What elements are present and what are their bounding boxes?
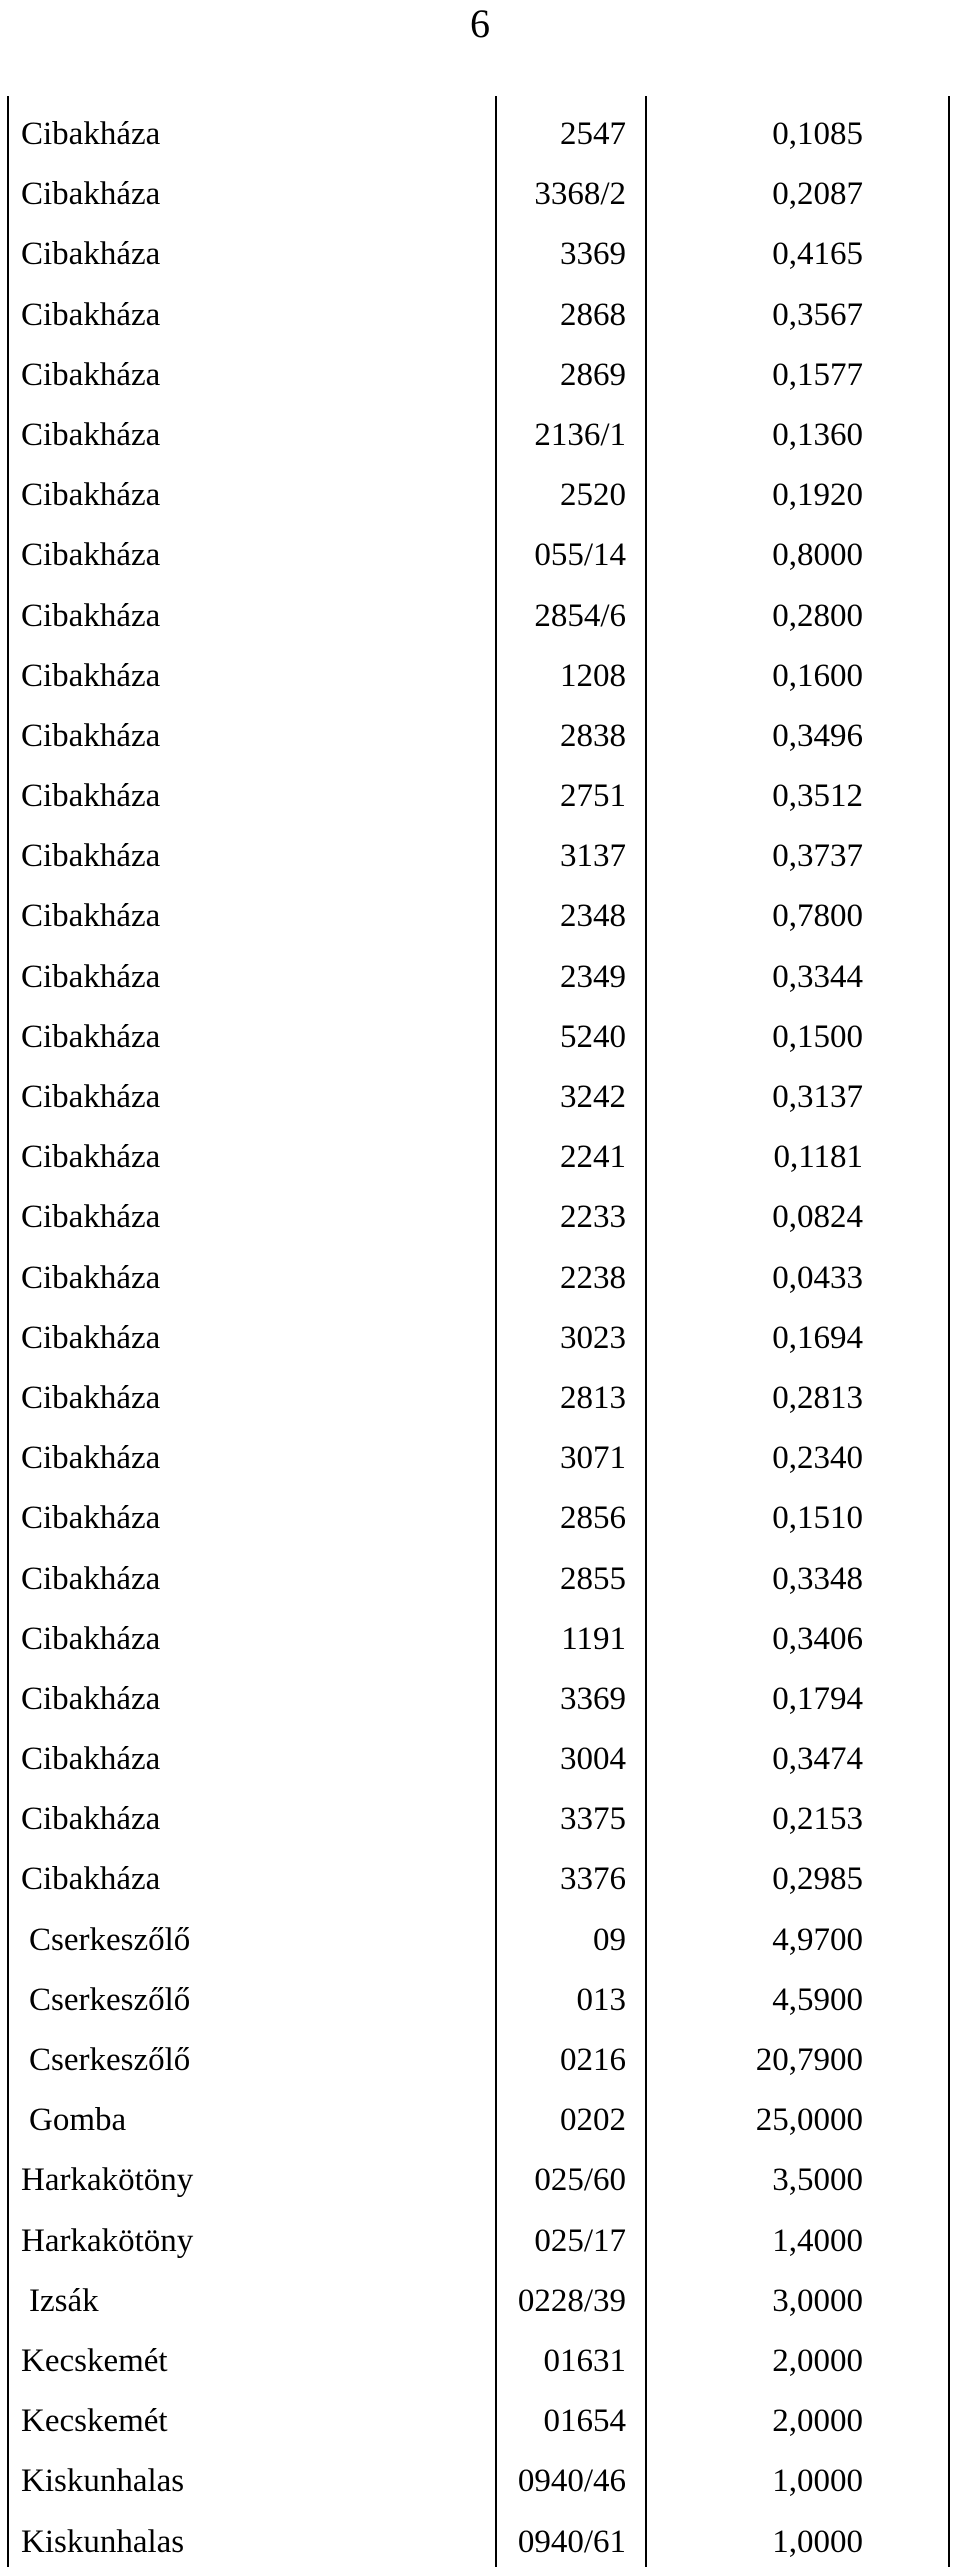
table-row: [9, 1669, 948, 1729]
cell-place: Kiskunhalas: [21, 2523, 185, 2560]
table-row: [9, 2391, 948, 2451]
cell-area: 0,2153: [772, 1801, 863, 1838]
cell-area: 0,1510: [772, 1500, 863, 1537]
table-row: [9, 1187, 948, 1247]
table-row: [9, 2211, 948, 2271]
cell-area: 0,2813: [772, 1379, 863, 1416]
table-row: [9, 1609, 948, 1669]
cell-place: Cibakháza: [21, 116, 161, 152]
cell-area: 1,4000: [772, 2222, 863, 2259]
cell-lot-number: 1208: [560, 657, 626, 694]
cell-area: 0,0824: [772, 1199, 863, 1236]
cell-area: 0,3344: [772, 958, 863, 995]
cell-place: Cibakháza: [21, 1680, 161, 1717]
cell-place: Cibakháza: [21, 1500, 161, 1537]
cell-lot-number: 2233: [560, 1199, 626, 1236]
cell-area: 0,3406: [772, 1620, 863, 1657]
cell-area: 0,2087: [772, 176, 863, 213]
cell-area: 0,3496: [772, 717, 863, 754]
cell-lot-number: 2547: [560, 116, 626, 152]
cell-area: 20,7900: [755, 2042, 863, 2078]
cell-lot-number: 2855: [560, 1560, 626, 1597]
cell-lot-number: 2136/1: [534, 416, 626, 453]
table-body: [9, 104, 948, 2572]
table-row: [9, 285, 948, 345]
cell-area: 0,3512: [772, 778, 863, 815]
cell-place: Cibakháza: [21, 778, 161, 815]
table-row: [9, 104, 948, 164]
cell-lot-number: 3004: [560, 1741, 626, 1778]
cell-area: 0,2985: [772, 1861, 863, 1898]
cell-lot-number: 2854/6: [534, 597, 626, 634]
cell-lot-number: 3023: [560, 1319, 626, 1356]
cell-lot-number: 3071: [560, 1440, 626, 1477]
cell-area: 0,3567: [772, 296, 863, 333]
cell-lot-number: 0940/61: [517, 2523, 626, 2560]
cell-area: 3,5000: [772, 2162, 863, 2199]
cell-area: 0,7800: [772, 898, 863, 935]
cell-place: Cibakháza: [21, 597, 161, 634]
cell-place: Cibakháza: [21, 537, 161, 574]
table-row: [9, 706, 948, 766]
cell-place: Harkakötöny: [21, 2222, 194, 2259]
cell-area: 4,5900: [772, 1981, 863, 2018]
cell-area: 2,0000: [772, 2342, 863, 2379]
cell-lot-number: 2238: [560, 1259, 626, 1296]
cell-area: 1,0000: [772, 2523, 863, 2560]
table-row: [9, 947, 948, 1007]
cell-lot-number: 2751: [560, 778, 626, 815]
table-row: [9, 586, 948, 646]
cell-place: Cserkeszőlő: [29, 1921, 191, 1958]
table-row: [9, 525, 948, 585]
cell-place: Gomba: [29, 2102, 127, 2139]
cell-place: Harkakötöny: [21, 2162, 194, 2199]
cell-place: Cibakháza: [21, 1560, 161, 1597]
cell-area: 0,1600: [772, 657, 863, 694]
cell-area: 0,1360: [772, 416, 863, 453]
cell-area: 3,0000: [772, 2282, 863, 2319]
cell-lot-number: 0216: [560, 2042, 626, 2078]
table-row: [9, 1007, 948, 1067]
cell-lot-number: 0940/46: [517, 2463, 626, 2500]
cell-lot-number: 025/60: [534, 2162, 626, 2199]
parcel-table: [7, 96, 950, 2567]
cell-area: 0,1085: [772, 116, 863, 152]
table-row: [9, 164, 948, 224]
table-row: [9, 2090, 948, 2150]
cell-place: Izsák: [29, 2282, 99, 2319]
table-row: [9, 465, 948, 525]
cell-place: Kiskunhalas: [21, 2463, 185, 2500]
table-row: [9, 2150, 948, 2210]
cell-area: 0,1577: [772, 356, 863, 393]
cell-place: Kecskemét: [21, 2342, 168, 2379]
cell-place: Cibakháza: [21, 898, 161, 935]
cell-lot-number: 2241: [560, 1139, 626, 1176]
cell-lot-number: 2520: [560, 477, 626, 514]
cell-lot-number: 01631: [543, 2342, 626, 2379]
table-row: [9, 826, 948, 886]
cell-place: Cibakháza: [21, 1319, 161, 1356]
cell-place: Cibakháza: [21, 477, 161, 514]
table-row: [9, 1488, 948, 1548]
table-row: [9, 224, 948, 284]
table-row: [9, 2030, 948, 2090]
table-row: [9, 766, 948, 826]
table-row: [9, 1428, 948, 1488]
cell-area: 0,1920: [772, 477, 863, 514]
cell-lot-number: 013: [576, 1981, 626, 2018]
cell-place: Cibakháza: [21, 176, 161, 213]
cell-area: 0,1500: [772, 1018, 863, 1055]
cell-lot-number: 5240: [560, 1018, 626, 1055]
cell-area: 25,0000: [755, 2102, 863, 2139]
cell-lot-number: 2813: [560, 1379, 626, 1416]
table-row: [9, 1308, 948, 1368]
cell-place: Cibakháza: [21, 1018, 161, 1055]
cell-lot-number: 2348: [560, 898, 626, 935]
cell-lot-number: 2838: [560, 717, 626, 754]
table-row: [9, 345, 948, 405]
table-row: [9, 1849, 948, 1909]
cell-area: 0,3348: [772, 1560, 863, 1597]
table-row: [9, 1368, 948, 1428]
cell-lot-number: 3137: [560, 838, 626, 875]
table-row: [9, 2331, 948, 2391]
cell-area: 1,0000: [772, 2463, 863, 2500]
cell-place: Cibakháza: [21, 1620, 161, 1657]
table-row: [9, 1248, 948, 1308]
table-row: [9, 405, 948, 465]
table-row: [9, 1910, 948, 1970]
cell-place: Cibakháza: [21, 236, 161, 273]
table-row: [9, 1789, 948, 1849]
cell-area: 0,1794: [772, 1680, 863, 1717]
cell-place: Cibakháza: [21, 1379, 161, 1416]
cell-lot-number: 3368/2: [534, 176, 626, 213]
table-row: [9, 1549, 948, 1609]
cell-lot-number: 2869: [560, 356, 626, 393]
cell-area: 0,2800: [772, 597, 863, 634]
cell-lot-number: 1191: [561, 1620, 626, 1657]
table-row: [9, 1127, 948, 1187]
cell-lot-number: 3369: [560, 1680, 626, 1717]
cell-place: Cibakháza: [21, 416, 161, 453]
cell-lot-number: 3369: [560, 236, 626, 273]
cell-lot-number: 2349: [560, 958, 626, 995]
cell-lot-number: 3376: [560, 1861, 626, 1898]
cell-area: 0,3137: [772, 1079, 863, 1115]
table-row: [9, 1067, 948, 1127]
cell-lot-number: 2868: [560, 296, 626, 333]
table-row: [9, 1729, 948, 1789]
table-row: [9, 886, 948, 946]
cell-place: Cibakháza: [21, 717, 161, 754]
cell-lot-number: 0202: [560, 2102, 626, 2139]
table-row: [9, 646, 948, 706]
cell-place: Cibakháza: [21, 1259, 161, 1296]
cell-lot-number: 055/14: [534, 537, 626, 574]
cell-area: 0,2340: [772, 1440, 863, 1477]
cell-area: 0,8000: [772, 537, 863, 574]
cell-place: Cserkeszőlő: [29, 1981, 191, 2018]
cell-lot-number: 2856: [560, 1500, 626, 1537]
cell-place: Cibakháza: [21, 657, 161, 694]
cell-area: 4,9700: [772, 1921, 863, 1958]
cell-area: 0,0433: [772, 1259, 863, 1296]
cell-place: Cibakháza: [21, 1079, 161, 1115]
table-row: [9, 2451, 948, 2511]
cell-place: Cibakháza: [21, 1199, 161, 1236]
cell-place: Kecskemét: [21, 2403, 168, 2440]
table-row: [9, 1970, 948, 2030]
page-number: 6: [470, 1, 490, 46]
cell-lot-number: 3375: [560, 1801, 626, 1838]
cell-lot-number: 09: [593, 1921, 626, 1958]
cell-area: 0,1181: [773, 1139, 863, 1176]
cell-area: 0,4165: [772, 236, 863, 273]
cell-lot-number: 025/17: [534, 2222, 626, 2259]
cell-place: Cibakháza: [21, 1139, 161, 1176]
cell-area: 2,0000: [772, 2403, 863, 2440]
table-row: [9, 2271, 948, 2331]
cell-area: 0,3737: [772, 838, 863, 875]
cell-lot-number: 0228/39: [517, 2282, 626, 2319]
cell-area: 0,3474: [772, 1741, 863, 1778]
cell-place: Cibakháza: [21, 1440, 161, 1477]
cell-lot-number: 01654: [543, 2403, 626, 2440]
cell-place: Cibakháza: [21, 958, 161, 995]
table-row: [9, 2512, 948, 2572]
cell-place: Cibakháza: [21, 1801, 161, 1838]
cell-place: Cibakháza: [21, 296, 161, 333]
cell-place: Cibakháza: [21, 356, 161, 393]
cell-place: Cibakháza: [21, 1861, 161, 1898]
cell-place: Cibakháza: [21, 838, 161, 875]
cell-area: 0,1694: [772, 1319, 863, 1356]
cell-place: Cibakháza: [21, 1741, 161, 1778]
cell-place: Cserkeszőlő: [29, 2042, 191, 2078]
cell-lot-number: 3242: [560, 1079, 626, 1115]
